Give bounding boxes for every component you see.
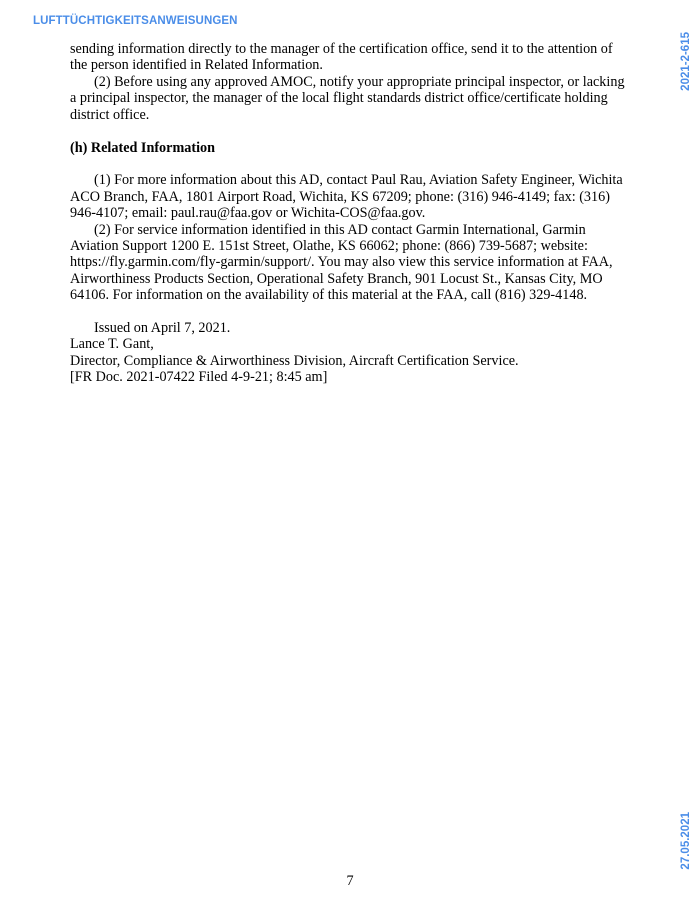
section-heading-related-information: (h) Related Information	[70, 140, 216, 157]
paragraph-h1: (1) For more information about this AD, contact Paul Rau, Aviation Safety Engineer, Wichita ACO Branch, FAA, 1801 Airport Road, Wichita, KS 67209; phone: (316) 946-4149; fax: (316) 946-4107; email: paul.rau@faa.gov or Wichita-COS@faa.gov.	[70, 172, 623, 222]
document-number-label: 2021-2-615	[680, 32, 692, 91]
federal-register-doc: [FR Doc. 2021-07422 Filed 4-9-21; 8:45 am]	[70, 368, 328, 385]
page-number: 7	[346, 873, 354, 889]
paragraph-g2: (2) Before using any approved AMOC, notify your appropriate principal inspector, or lacking a principal inspector, the manager of the local flight standards district office/certificate holding district office.	[70, 73, 625, 123]
document-header-title: LUFTTÜCHTIGKEITSANWEISUNGEN	[33, 15, 238, 27]
document-body	[70, 41, 632, 385]
signer-name: Lance T. Gant,	[70, 336, 154, 353]
paragraph-h2: (2) For service information identified in this AD contact Garmin International, Garmin Aviation Support 1200 E. 151st Street, Olathe, KS 66062; phone: (866) 739-5687; website: https://fly.garmin.com/fly-garmin/support/. You may also view this service information at FAA, Airworthiness Products Section, Operational Safety Branch, 901 Locust St., Kansas City, MO 64106. For information on the availability of this material at the FAA, call (816) 329-4148.	[70, 221, 613, 304]
paragraph-continued: sending information directly to the manager of the certification office, send it to the attention of the person identified in Related Information.	[70, 41, 613, 74]
issued-date: Issued on April 7, 2021.	[94, 319, 231, 336]
signer-title: Director, Compliance & Airworthiness Division, Aircraft Certification Service.	[70, 352, 519, 369]
document-date-label: 27.05.2021	[680, 812, 692, 870]
